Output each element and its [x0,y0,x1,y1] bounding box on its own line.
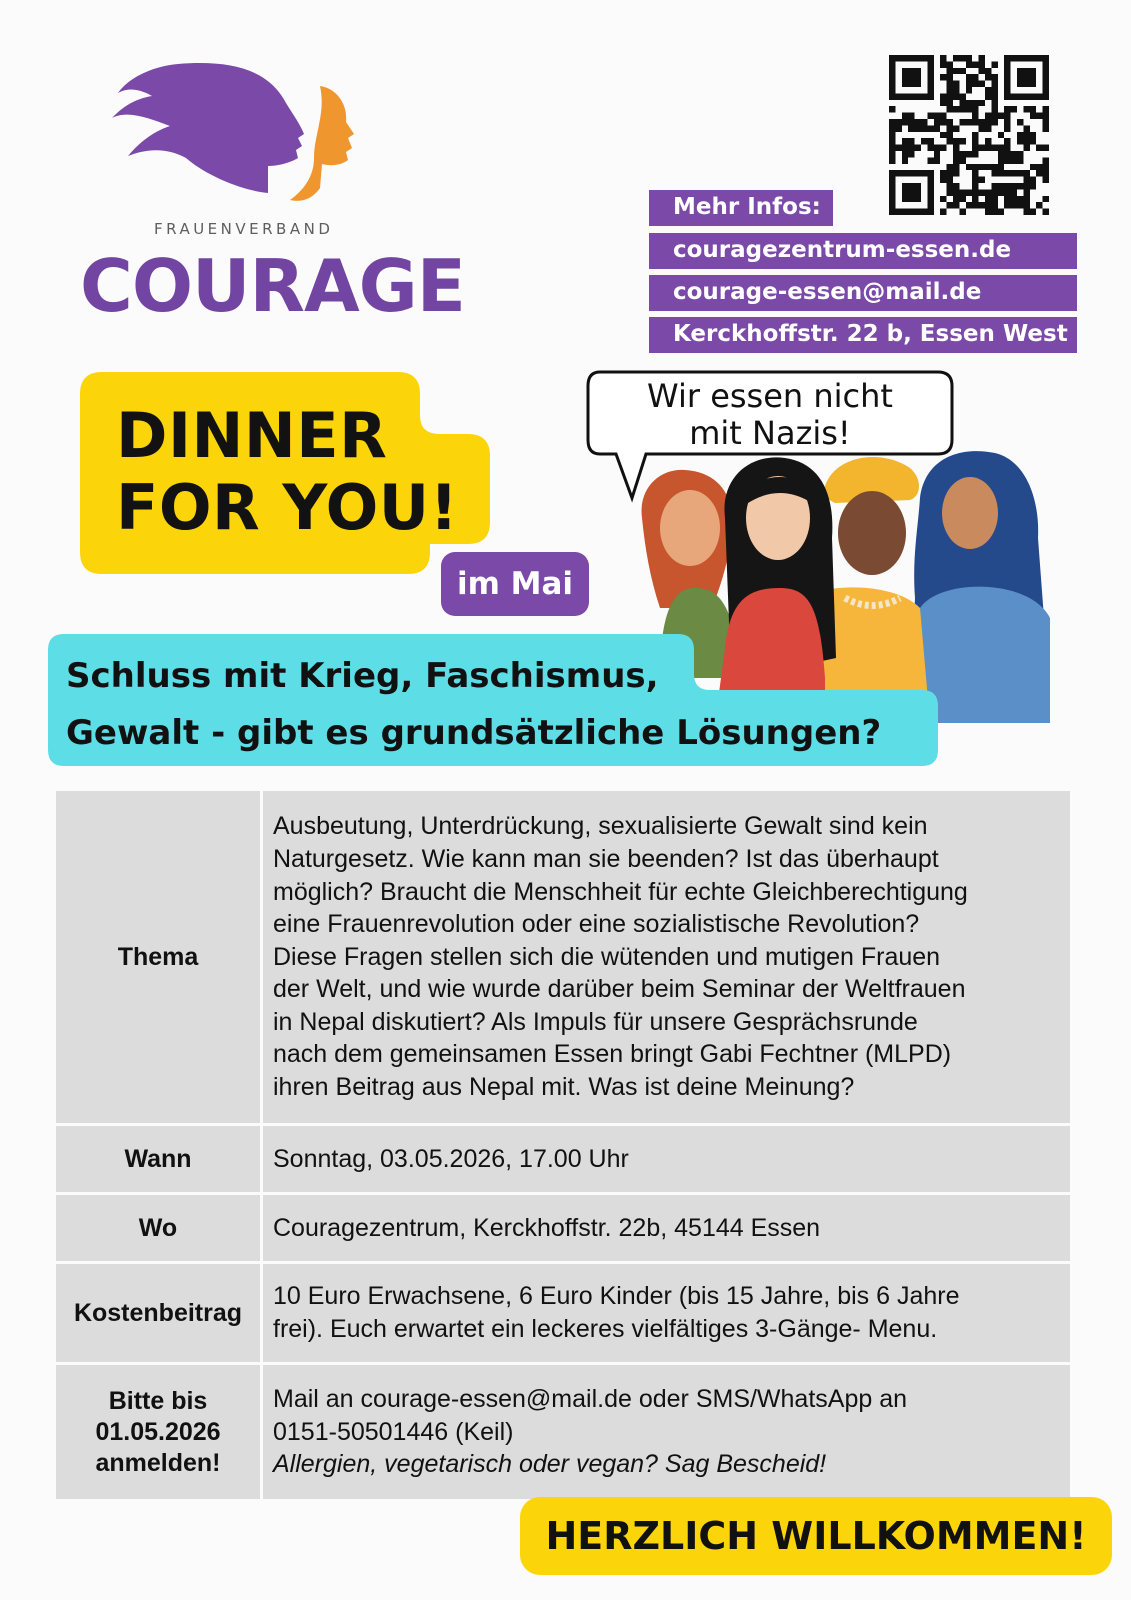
thema-label: Thema [55,790,262,1125]
wo-value: Couragezentrum, Kerckhoffstr. 22b, 45144 Essen [262,1194,1072,1263]
speech-bubble-text [600,378,940,452]
table-row-kosten [55,1263,1072,1364]
anmelden-line2: 0151-50501446 (Keil) [273,1417,514,1446]
anmelden-label [55,1364,262,1501]
month-badge: im Mai [441,552,589,616]
event-details-table [53,788,1073,1502]
headline [116,400,458,544]
welcome-banner: HERZLICH WILLKOMMEN! [520,1497,1112,1575]
thema-text [262,790,1072,1125]
speech-line2: mit Nazis! [689,414,851,452]
table-row-anmelden [55,1364,1072,1501]
banner-line2: Gewalt - gibt es grundsätzliche Lösungen? [66,713,882,753]
qr-code-icon[interactable] [889,55,1049,215]
anmelden-label-line: Bitte bis [108,1386,208,1415]
thema-line: nach dem gemeinsamen Essen bringt Gabi Fechtner (MLPD) [273,1040,952,1069]
anmelden-label-line: anmelden! [95,1448,221,1477]
org-name: COURAGE [80,244,465,328]
thema-line: eine Frauenrevolution oder eine sozialistische Revolution? [273,910,920,939]
table-row-wo [55,1194,1072,1263]
thema-line: Diese Fragen stellen sich die wütenden und mutigen Frauen [273,942,941,971]
thema-line: ihren Beitrag aus Nepal mit. Was ist deine Meinung? [273,1073,855,1102]
headline-line2: FOR YOU! [116,471,459,544]
anmelden-label-line: 01.05.2026 [95,1417,221,1446]
courage-logo-icon [108,58,368,208]
contact-website[interactable]: couragezentrum-essen.de [649,233,1077,269]
thema-line: in Nepal diskutiert? Als Impuls für unsere Gesprächsrunde [273,1007,918,1036]
contact-email[interactable]: courage-essen@mail.de [649,275,1077,311]
anmelden-value [262,1364,1072,1501]
thema-line: der Welt, und wie wurde darüber beim Seminar der Weltfrauen [273,975,966,1004]
thema-line: Naturgesetz. Wie kann man sie beenden? Ist das überhaupt [273,844,939,873]
thema-line: möglich? Braucht die Menschheit für echte Gleichberechtigung [273,877,968,906]
question-banner [66,648,881,762]
org-subtitle: FRAUENVERBAND [154,220,334,238]
kosten-label: Kostenbeitrag [55,1263,262,1364]
anmelden-note: Allergien, vegetarisch oder vegan? Sag Bescheid! [273,1450,827,1479]
speech-line1: Wir essen nicht [647,377,893,415]
wo-label: Wo [55,1194,262,1263]
kosten-value [262,1263,1072,1364]
anmelden-line1: Mail an courage-essen@mail.de oder SMS/WhatsApp an [273,1385,908,1414]
banner-line1: Schluss mit Krieg, Faschismus, [66,656,659,696]
kosten-line: 10 Euro Erwachsene, 6 Euro Kinder (bis 15 Jahre, bis 6 Jahre [273,1282,960,1311]
wann-label: Wann [55,1125,262,1194]
table-row-thema [55,790,1072,1125]
contact-address: Kerckhoffstr. 22 b, Essen West [649,317,1077,353]
kosten-line: frei). Euch erwartet ein leckeres vielfältiges 3-Gänge- Menu. [273,1315,938,1343]
table-row-wann [55,1125,1072,1194]
wann-value: Sonntag, 03.05.2026, 17.00 Uhr [262,1125,1072,1194]
headline-line1: DINNER [116,399,388,472]
thema-line: Ausbeutung, Unterdrückung, sexualisierte Gewalt sind kein [273,812,928,841]
contact-title: Mehr Infos: [649,190,833,226]
